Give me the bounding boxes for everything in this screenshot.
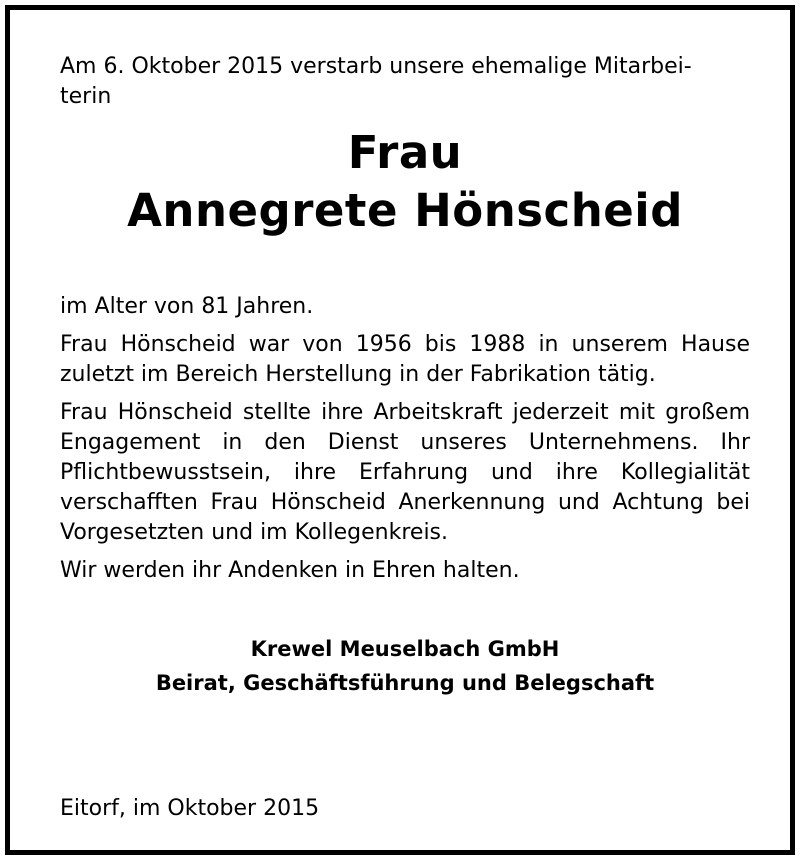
signature-block — [60, 632, 750, 700]
name-title: Frau — [347, 126, 463, 179]
notice-content — [60, 52, 750, 700]
signature-groups: Beirat, Geschäftsführung und Belegschaft — [155, 671, 655, 695]
intro-line-1: Am 6. Oktober 2015 verstarb unsere ehemalige Mitarbei- — [60, 54, 692, 79]
intro-line-2: terin — [60, 84, 112, 109]
employment-text: Frau Hönscheid war von 1956 bis 1988 in unserem Hause zuletzt im Bereich Herstellung in der Fabrikation tätig. — [60, 332, 750, 387]
closing-text: Wir werden ihr Andenken in Ehren halten. — [60, 558, 520, 583]
name-full: Annegrete Hönscheid — [127, 184, 683, 237]
deceased-name — [60, 124, 750, 240]
notice-frame — [5, 5, 795, 855]
intro-text — [60, 52, 750, 112]
place-date: Eitorf, im Oktober 2015 — [60, 796, 320, 821]
signature-company: Krewel Meuselbach GmbH — [250, 637, 560, 661]
tribute-text: Frau Hönscheid stellte ihre Arbeitskraft jederzeit mit großem Engagement in den Dienst unseres Unternehmens. Ihr Pflichtbewusstsein, ihre Erfahrung und ihre Kollegialität verschafften Frau Hönscheid Anerkennung und Achtung bei Vorgesetzten und im Kollegenkreis. — [60, 400, 750, 545]
age-text: im Alter von 81 Jahren. — [60, 294, 314, 319]
